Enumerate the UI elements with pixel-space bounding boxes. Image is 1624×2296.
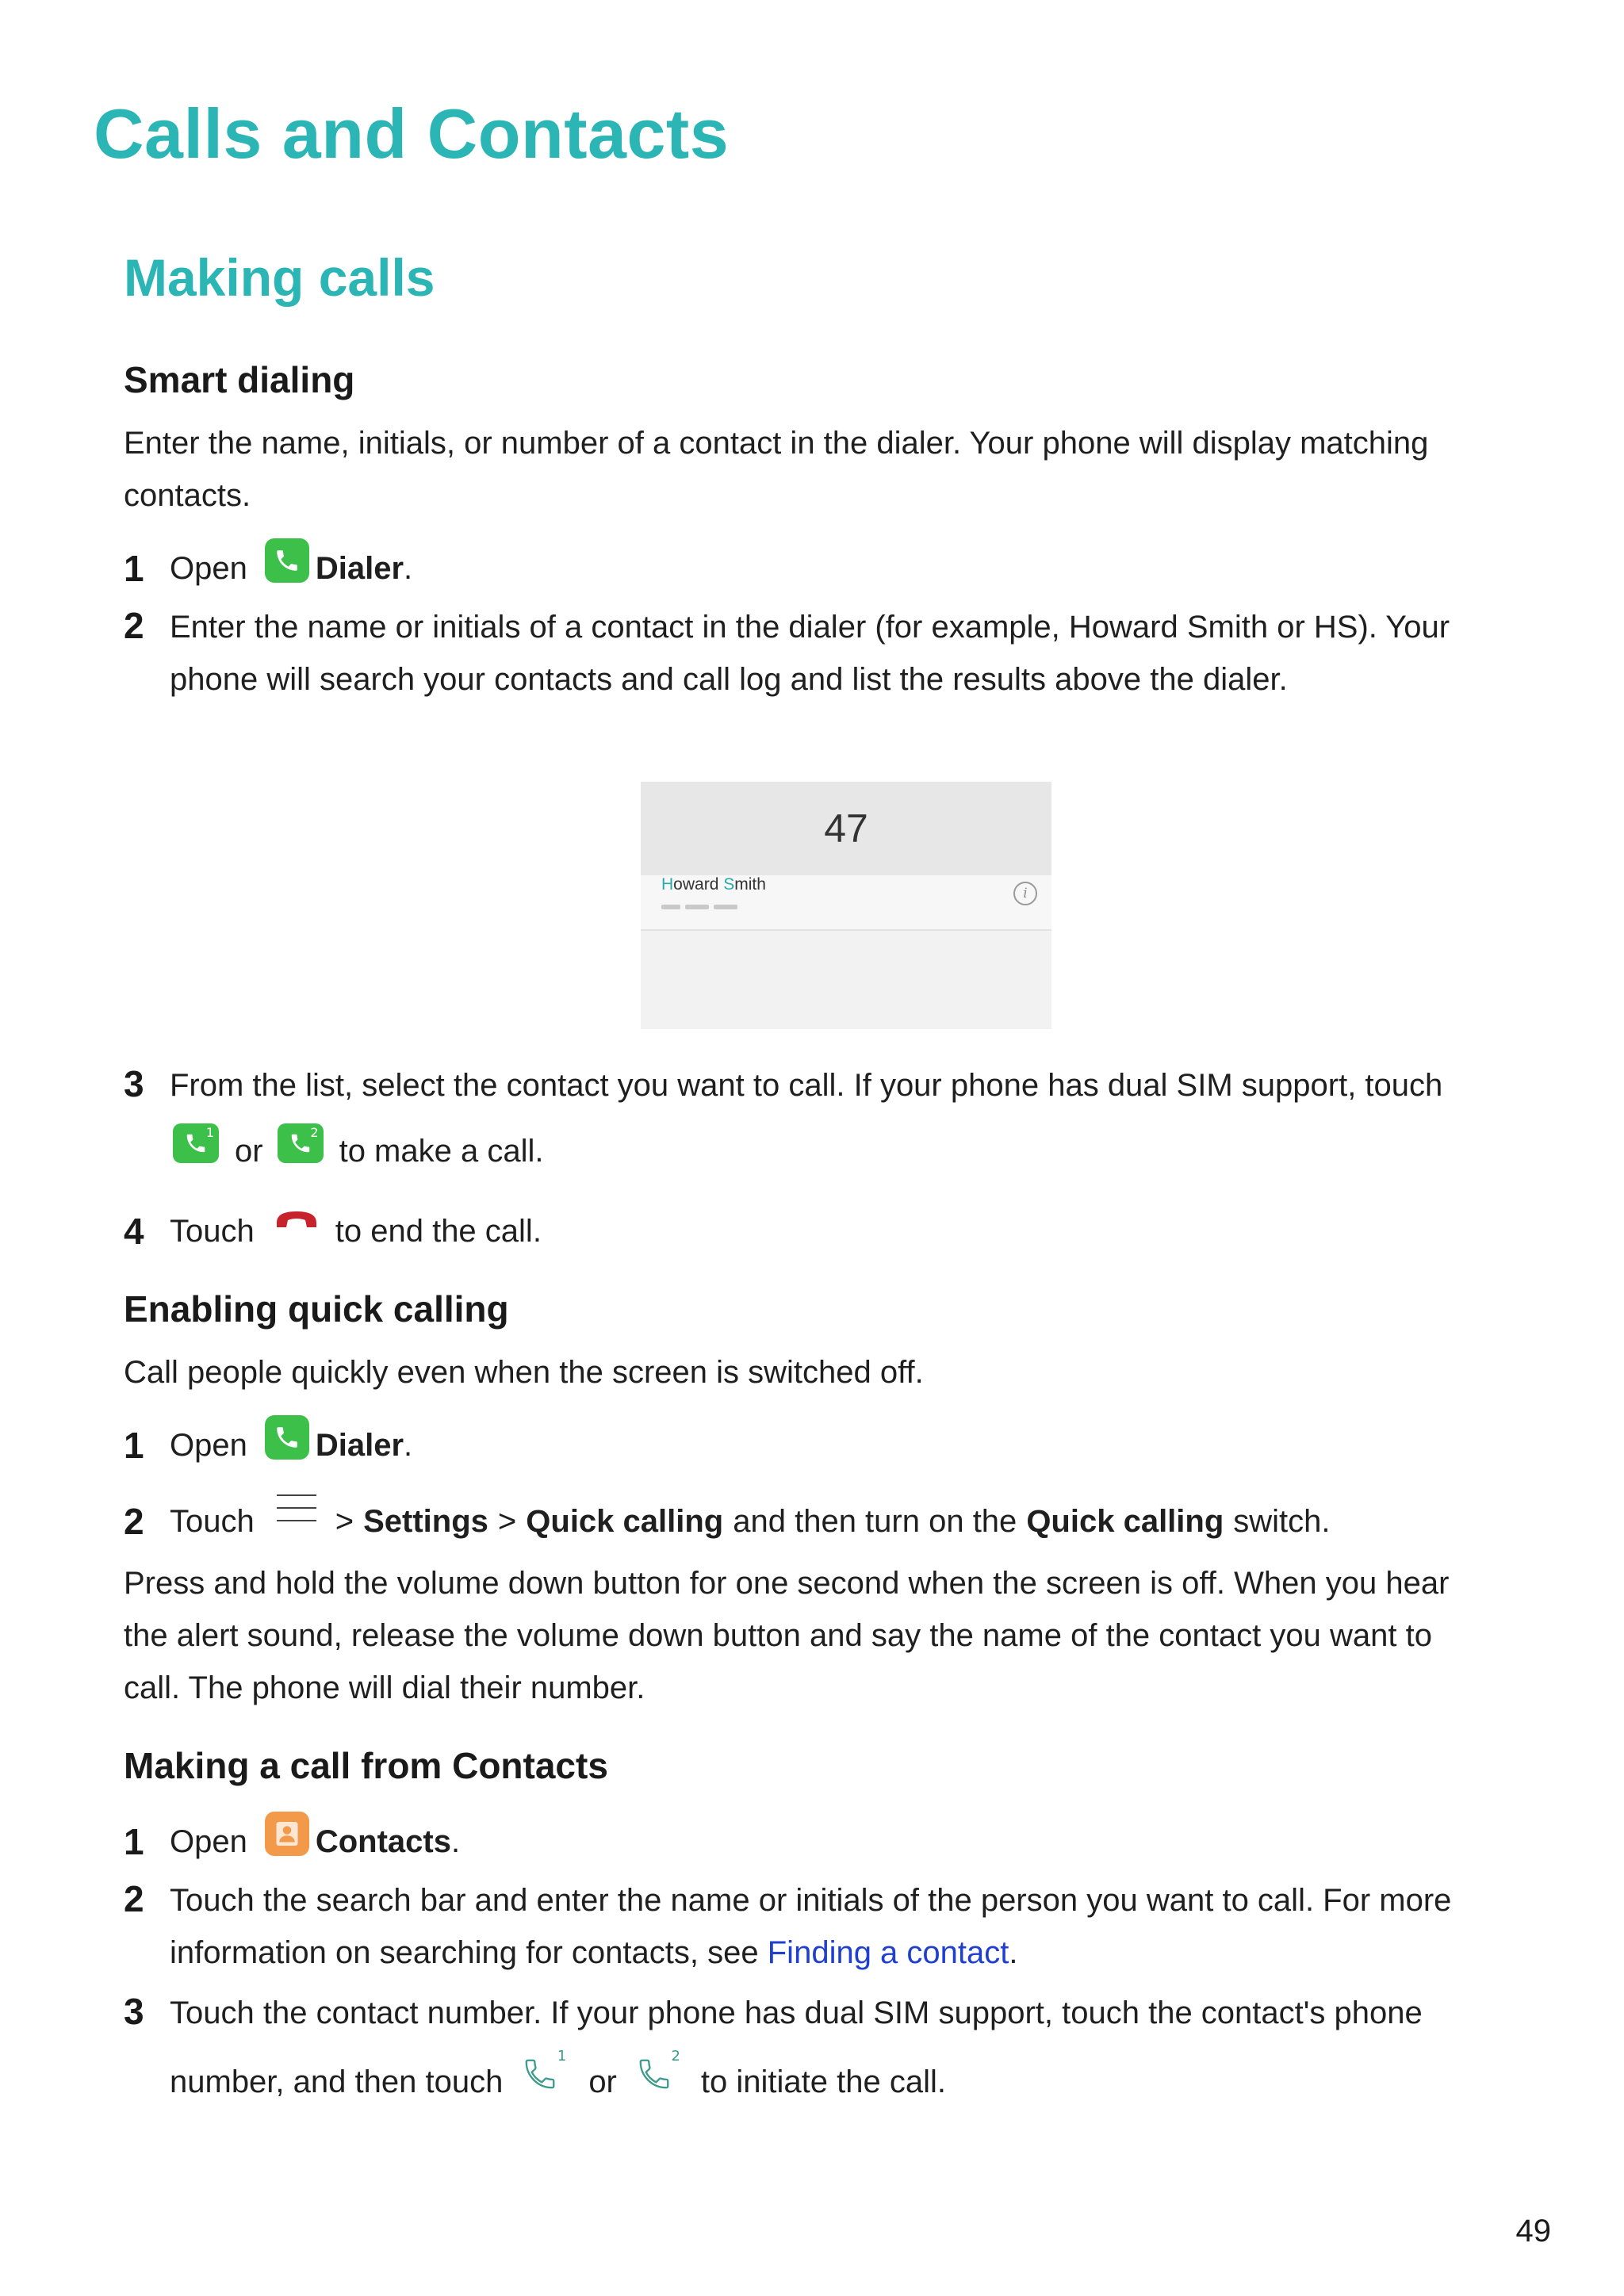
step-number: 2 <box>124 1878 144 1919</box>
step-number: 1 <box>124 1425 144 1466</box>
phone-handset-icon <box>274 547 301 574</box>
step-end-text: to make a call. <box>339 1133 544 1169</box>
sim1-call-icon[interactable] <box>173 1123 219 1163</box>
match-highlight: S <box>723 875 735 894</box>
dialed-number: 47 <box>824 806 868 851</box>
name-part: oward <box>673 875 724 894</box>
step-end-call <box>124 1203 542 1259</box>
step-line-2: phone will search your contacts and call log and list the results above the dialer. <box>170 662 1288 697</box>
dialer-screenshot <box>641 782 1051 1029</box>
step-end-punct: . <box>404 1427 413 1463</box>
sim2-call-icon[interactable] <box>278 1123 324 1163</box>
end-call-icon[interactable] <box>274 1203 320 1238</box>
contact-result-number-blurred <box>661 904 749 910</box>
dialer-number-display <box>641 782 1051 875</box>
contacts-app-icon[interactable] <box>265 1812 309 1856</box>
step-end-punct: . <box>451 1823 461 1859</box>
sim2-outline-call-icon[interactable] <box>636 2049 682 2092</box>
dialer-app-label: Dialer <box>315 550 404 586</box>
or-text: or <box>235 1133 263 1169</box>
phone-handset-icon <box>274 1424 301 1451</box>
phone-handset-icon <box>184 1131 208 1155</box>
contacts-app-label: Contacts <box>315 1823 451 1859</box>
intro-line-1: Enter the name, initials, or number of a contact in the dialer. Your phone will display matching <box>124 426 1429 461</box>
step-quick-calling-settings <box>124 1494 1331 1549</box>
finding-a-contact-link[interactable]: Finding a contact <box>767 1935 1009 1970</box>
step-open-dialer <box>124 541 412 596</box>
step-line-1: Touch the contact number. If your phone has dual SIM support, touch the contact's phone <box>170 1996 1423 2030</box>
info-icon[interactable]: i <box>1013 882 1037 905</box>
step-select-contact <box>124 1059 1551 1170</box>
quick-calling-body <box>124 1557 1535 1714</box>
line-text: information on searching for contacts, see <box>170 1935 759 1970</box>
step-end-punct: . <box>404 550 413 586</box>
sim-number: 2 <box>310 1125 319 1140</box>
intro-line-2: contacts. <box>124 478 251 513</box>
sim-number: 1 <box>557 2048 567 2064</box>
step-line-1: Enter the name or initials of a contact in the dialer (for example, Howard Smith or HS). Your <box>170 610 1450 645</box>
dialer-app-icon[interactable] <box>265 1415 309 1460</box>
step-open-dialer-quick <box>124 1418 412 1473</box>
breadcrumb-separator: > <box>335 1503 354 1539</box>
sim-number: 2 <box>671 2048 680 2064</box>
step-number: 3 <box>124 1991 144 2032</box>
quick-calling-heading: Enabling quick calling <box>124 1288 509 1330</box>
step-number: 3 <box>124 1063 144 1104</box>
body-line-1: Press and hold the volume down button for one second when the screen is off. When you hear <box>124 1566 1450 1601</box>
step-text-open: Open <box>170 1823 247 1859</box>
touch-text: Touch <box>170 1213 255 1249</box>
line-text: number, and then touch <box>170 2064 504 2099</box>
touch-text: Touch <box>170 1503 255 1539</box>
step-mid-text: and then turn on the <box>733 1503 1017 1539</box>
step-line-1: From the list, select the contact you want to call. If your phone has dual SIM support, touch <box>170 1068 1443 1103</box>
phone-handset-icon <box>289 1131 312 1155</box>
breadcrumb-separator: > <box>497 1503 517 1539</box>
step-text <box>170 1874 1565 1979</box>
contact-result-row[interactable] <box>641 875 1051 931</box>
step-number: 2 <box>124 1501 144 1542</box>
body-line-2: the alert sound, release the volume down button and say the name of the contact you want to <box>124 1618 1432 1653</box>
from-contacts-heading: Making a call from Contacts <box>124 1745 608 1786</box>
smart-dialing-intro <box>124 417 1519 522</box>
step-open-contacts <box>124 1814 460 1869</box>
dialer-app-icon[interactable] <box>265 538 309 583</box>
step-line-2 <box>170 1927 1565 1979</box>
name-part: mith <box>734 875 766 894</box>
quick-calling-intro: Call people quickly even when the screen is switched off. <box>124 1355 924 1390</box>
body-line-3: call. The phone will dial their number. <box>124 1670 645 1705</box>
quick-calling-label: Quick calling <box>526 1503 724 1539</box>
step-line-2 <box>170 2048 946 2112</box>
person-icon <box>273 1820 301 1848</box>
step-end-text: to initiate the call. <box>700 2064 946 2099</box>
step-text-open: Open <box>170 550 247 586</box>
settings-label: Settings <box>363 1503 488 1539</box>
section-heading: Making calls <box>124 248 435 307</box>
page-number: 49 <box>1515 2214 1551 2248</box>
sim1-outline-call-icon[interactable] <box>522 2049 568 2092</box>
step-end-text: to end the call. <box>335 1213 542 1249</box>
contact-result-name <box>661 875 766 894</box>
step-line-2 <box>173 1121 543 1181</box>
step-number: 2 <box>124 605 144 646</box>
page-title: Calls and Contacts <box>94 94 730 173</box>
step-touch-number <box>124 1987 1551 2114</box>
menu-icon[interactable] <box>275 1492 318 1532</box>
sim-number: 1 <box>205 1125 214 1140</box>
step-text <box>170 601 1565 706</box>
or-text: or <box>588 2064 617 2099</box>
step-end-text: switch. <box>1233 1503 1331 1539</box>
quick-calling-switch-label: Quick calling <box>1026 1503 1224 1539</box>
dialer-app-label: Dialer <box>315 1427 404 1463</box>
step-number: 1 <box>124 1821 144 1862</box>
step-text-open: Open <box>170 1427 247 1463</box>
step-number: 4 <box>124 1211 144 1252</box>
step-number: 1 <box>124 548 144 589</box>
line-end-punct: . <box>1009 1935 1018 1970</box>
match-highlight: H <box>661 875 674 894</box>
step-line-1: Touch the search bar and enter the name or initials of the person you want to call. For more <box>170 1883 1452 1918</box>
smart-dialing-heading: Smart dialing <box>124 359 355 400</box>
